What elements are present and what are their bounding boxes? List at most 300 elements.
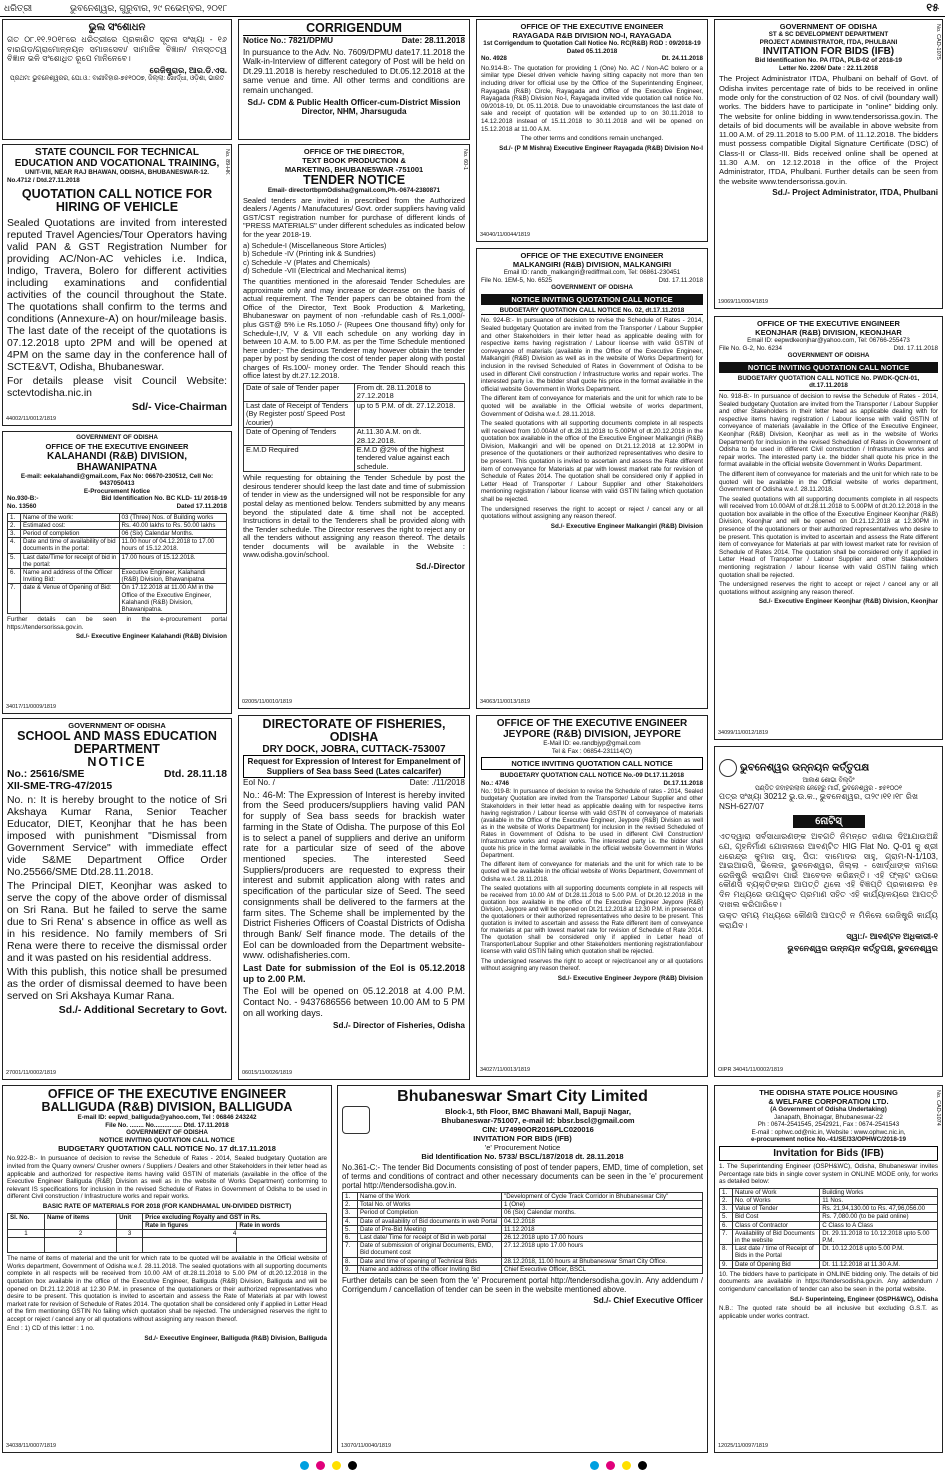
ad-email: Email- directortbpmOdisha@gmail.com,Ph.-0674-2380871 xyxy=(267,187,441,194)
table-cell: "Development of Cycle Track Corridor in Bhubaneswar City" xyxy=(502,1193,703,1201)
ad-note: N.B.: The quoted rate should be all inclusive but excluding G.S.T. as applicable under works contract. xyxy=(719,1305,938,1320)
ad-ref-code: 19069/11/0004/1819 xyxy=(718,299,769,306)
ad-ref-code: 34017/11/0009/1819 xyxy=(6,704,57,711)
table-row xyxy=(720,1221,938,1229)
table-cell: Chief Executive Officer, BSCL xyxy=(502,1265,703,1273)
table-cell: 03 (Three) Nos. of Building works xyxy=(119,513,226,521)
table-cell: No. of Works xyxy=(733,1196,820,1204)
ad-body: The Project Administrator ITDA, Phulbani on behalf of Govt. of Odisha invites percentage rate of bids to be received in online mode only for the construction of 02 Nos. of civil (boundary wall) works. The bidders have to participate in "online" bidding only. The website for online bidding in www.tendersorissa.gov.in. The details of bid documents will be available in above website from 11.00 A.M. of 29.11.2018 to 5.00 P.M. of 11.12.2018. The bidders must possess compatible Digital Signature Certificate (DSC) of Class-II or Class-III. Bids received online shall be opened at 11.30 A.M. on 12.12.2018 in the office of the Project Administrator, ITDA, Phulbani. Further details can be seen from the website www.tendersorissa.gov.in. xyxy=(719,74,938,186)
table-row xyxy=(720,1260,938,1268)
ad-body: No.: 46-M: The Expression of Interest is hereby invited from the Seed producers/suppliers having valid PAN for supply of Sea bass seeds for brackish water farming in the State of Odisha. The purpose of this EoI is to select a panel of suppliers and derive an uniform rate for a particular size of seed of the above mentioned species. The interested Seed Suppliers/producers are requested to express their interest and submit application along with rates and specification of the particular size of Seed. The seed consignments shall be delivered to the farmers at the farm sites. The Scheme shall be implemented by the District Fisheries Officers of Coastal Districts of Odisha through Bank/ Self finance mode. The details of the EoI can be downloaded from the Department website-www. odishafisheries.com. xyxy=(243,789,465,961)
table-cell: Dt. 10.12.2018 upto 5.00 P.M. xyxy=(820,1245,938,1260)
ad-body: No. 924-B:- In pursuance of decision to revise the Schedule of Rates - 2014, Sealed budgetary Quotation are invited from the Transporter / Labour Supplier and other Stakeholders in their letter head as applicable dealing with for respective items having registration / Labour license with valid GSTIN of conveyance of materials (available in the Office of the Executive Engineer, Malkangiri (R&B) Division as well as in the website of Works Department) for inclusion in the revised Scheduled of Rates in Government of Odisha to be used in different Civil construction / Infrastructure works and repair works. The interested party i.e. the bidder shall quote his price in the format available in the official website Government in Works Department. xyxy=(481,317,703,393)
schedule-list xyxy=(243,242,465,276)
ad-signature: Sd./- Executive Engineer Keonjhar (R&B) Division, Keonjhar xyxy=(758,598,938,606)
table-cell: Rs. 40.00 lakhs to Rs. 50.00 lakhs xyxy=(119,521,226,529)
table-cell: 1 xyxy=(8,1229,45,1237)
table-cell: 11.12.2018 xyxy=(502,1225,703,1233)
table-row xyxy=(720,1213,938,1221)
ad-ref-code: 34099/11/0012/1819 xyxy=(718,730,769,737)
ad-title-3: BHAWANIPATNA xyxy=(76,461,158,473)
ad-police-housing xyxy=(714,1085,943,1453)
table-cell: 06 (Six) Calendar months. xyxy=(502,1209,703,1217)
column-subheader: Rate in figures xyxy=(143,1221,237,1229)
paper-name: ଧରିତ୍ରୀ xyxy=(4,3,33,13)
ad-side-code: No. CAD-1075 xyxy=(935,24,941,60)
table-cell: 8. xyxy=(343,1257,358,1265)
bid-table xyxy=(342,1192,703,1274)
schedule-item: d) Schedule -VII (Electrical and Mechanical items) xyxy=(243,266,407,276)
bda-logo-icon xyxy=(719,759,737,777)
ad-title: OFFICE OF THE EXECUTIVE ENGINEER xyxy=(47,1087,287,1101)
table-row xyxy=(8,553,227,568)
ad-ref-code: 12025/11/0097/1819 xyxy=(718,1443,769,1450)
table-cell: Last date / time of Receipt of Bids in the Portal xyxy=(733,1245,820,1260)
ad-title: ଭୁବନେଶ୍ୱର ଉନ୍ନୟନ କର୍ତ୍ତୃପକ୍ଷ xyxy=(740,762,870,774)
ad-cin: CIN: U74990OR2016PLC020016 xyxy=(482,1124,594,1134)
table-cell: 3 xyxy=(117,1229,143,1237)
table-cell: 4. xyxy=(343,1217,358,1225)
letter-no: ପତ୍ର ସଂଖ୍ୟା 30212 ଭୁ.ଉ.କ., ଭୁବନେଶ୍ୱର, ତା୨୯।୧୧।୧୮ ରିଖ xyxy=(719,792,919,802)
ad-signature: Sd./- Project Administrator, ITDA, Phulbani xyxy=(772,187,938,197)
table-cell: Estimated cost: xyxy=(21,521,120,529)
ad-title-2: TEXT BOOK PRODUCTION & xyxy=(302,156,406,165)
ad-body-4: The undersigned reserves the right to accept or reject / cancel any or all quotations without assigning any reason thereof. xyxy=(481,505,703,521)
ad-sme-notice xyxy=(2,718,232,1080)
ad-ref-code: 13070/11/0040/1819 xyxy=(341,1443,392,1450)
ad-signature: Sd./- Executive Engineer Jeypore (R&B) Division xyxy=(557,974,703,982)
eoi-number: EoI No. / xyxy=(243,778,275,788)
ad-heading: Request for Expression of Interest for Empanelment of Suppliers of Sea bass Seed (Lates calcarifer) xyxy=(243,755,465,778)
bid-id: Bid Identification No. PA ITDA, PLB-02 of 2018-19 xyxy=(755,57,902,65)
table-cell: 1. xyxy=(8,513,21,521)
file-number: XII-SME-TRG-47/2015 xyxy=(7,781,113,792)
ad-eproc: E-Procurement Notice xyxy=(83,487,151,495)
table-row xyxy=(244,445,465,471)
file-number: File No. 1EM-5, No. 6525 xyxy=(481,276,553,284)
ad-body: ଏତଦ୍ୱାରା ସର୍ବସାଧାରଣଙ୍କ ଅବଗତି ନିମନ୍ତେ ଜଣାଇ ଦିଆଯାଉଅଛି ଯେ, ଗୃହନିର୍ମାଣ ଯୋଜନାରେ ଆବଣ୍ଟିତ HIG Flat No. Q-01 କୁ ଶ୍ରୀ ଧରେନ୍ଦ୍ର କୁମାର ସାହୁ, ପିତା: ଦାମୋଦର ସାହୁ, ଗ୍ରାମ-N-1/103, ଆଇଆରସି, ଭିଲେଜ, ଭୁବନେଶ୍ୱର, ଜିଲ୍ଲା - ଖୋର୍ଦ୍ଧାଙ୍କ ନାମରେ ରେଜିଷ୍ଟ୍ରି କରାଯିବା ପାଇଁ ଆବେଦନ କରିଛନ୍ତି। ଏହି ଫ୍ଲାଟ ଉପରେ କୌଣସି ବ୍ୟକ୍ତିଙ୍କର ଆପତ୍ତି ଥିଲେ ଏହି ବିଜ୍ଞପ୍ତି ପ୍ରକାଶନର ୧୫ ଦିନ ମଧ୍ୟରେ ଉପଯୁକ୍ତ ପ୍ରମାଣ ସହିତ ଏହି କାର୍ଯ୍ୟାଳୟରେ ଆପତ୍ତି ଦାଖଲ କରିପାରିବେ। xyxy=(719,832,938,909)
ad-signature: Sd./- Additional Secretary to Govt. xyxy=(58,1005,227,1016)
ad-body-2: The different item of conveyance for materials and the unit for which rate to be quoted will be available in the Official website of works department, Government of Odisha w.e.f. 28.11.2018. xyxy=(481,395,703,418)
bscl-logo-icon xyxy=(342,1106,370,1134)
table-row xyxy=(343,1265,703,1273)
notice-number: No.: 4746 xyxy=(481,779,509,787)
ad-title: OFFICE OF THE DIRECTOR, xyxy=(303,147,405,156)
notice-number: No.4712 / Dtd.27.11.2018 xyxy=(7,176,80,184)
table-row xyxy=(343,1225,703,1233)
column-header: Unit xyxy=(117,1213,143,1229)
ad-dept: SCHOOL AND MASS EDUCATION DEPARTMENT xyxy=(17,729,217,756)
table-row xyxy=(343,1242,703,1257)
ad-address-2: Bhubaneswar-751007, e-mail Id: bbsr.bscl@gmail.com xyxy=(441,1115,635,1125)
page-number: ୧୫ xyxy=(926,2,939,14)
table-cell: Date and time of availability of bid documents in the portal: xyxy=(21,538,120,553)
table-cell: Dt. 29.11.2018 to 10.12.2018 upto 5.00 P.M. xyxy=(820,1229,938,1244)
table-row xyxy=(8,513,227,521)
ad-reference: 1st Corrigendum to Quotation Call Notice No. RC(R&B) RGD : 09/2018-19 Dated 05.11.2018 xyxy=(483,40,701,55)
ad-heading: Invitation for Bids (IFB) xyxy=(719,1146,938,1161)
ad-body: Further details can be seen in the e-procurement portal https://tendersorissa.gov.in. xyxy=(7,616,227,631)
table-row xyxy=(343,1193,703,1201)
ad-gov: GOVERNMENT OF ODISHA xyxy=(787,352,870,360)
cyan-swatch xyxy=(300,1461,309,1470)
table-cell: up to 5 P.M. of dt. 27.12.2018. xyxy=(354,401,464,427)
schedule-table xyxy=(243,383,465,472)
ad-ref-code: 44002/11/0012/1819 xyxy=(6,416,57,423)
table-cell: Last date of Receipt of Tenders (By Register post/ Speed Post /courier) xyxy=(244,401,355,427)
notice-date: Dated 17.11.2018 xyxy=(176,502,227,510)
ad-title-2: MALKANGIRI (R&B) DIVISION, MALKANGIRI xyxy=(512,260,672,269)
ad-address: UNIT-VIII, NEAR RAJ BHAWAN, ODISHA, BHUBANESWAR-12. xyxy=(24,169,210,176)
ad-heading: ନୋଟିସ୍ xyxy=(793,815,865,828)
ad-title-2: & WELFARE CORPORATION LTD. xyxy=(768,1097,889,1106)
table-cell: Period of Completion xyxy=(358,1209,502,1217)
ad-heading: TENDER NOTICE xyxy=(302,173,406,187)
table-cell: 8. xyxy=(720,1245,733,1260)
ad-address: Janapath, Bhoinagar, Bhubaneswar-22 xyxy=(774,1113,883,1121)
ad-title: OFFICE OF THE EXECUTIVE ENGINEER xyxy=(757,319,900,328)
table-cell: Dt. 11.12.2018 at 11.30 A.M. xyxy=(820,1260,938,1268)
ad-title-2: BALLIGUDA (R&B) DIVISION, BALLIGUDA xyxy=(41,1100,293,1114)
ad-bda-notice xyxy=(714,746,943,1077)
ad-gov: GOVERNMENT OF ODISHA xyxy=(126,1129,208,1137)
cyan-swatch xyxy=(590,1461,599,1470)
table-cell: 06 (Six) Calendar Months. xyxy=(119,529,226,537)
ref-number: No. 13560 xyxy=(7,502,37,510)
ad-side-code: No. 60-1 xyxy=(462,149,468,171)
ad-title-2: KEONJHAR (R&B) DIVISION, KEONJHAR xyxy=(755,328,902,337)
table-cell: Name of the work: xyxy=(21,513,120,521)
yellow-swatch xyxy=(332,1461,341,1470)
ad-title: CORRIGENDUM xyxy=(243,22,465,36)
ad-body-4: The undersigned reserves the right to accept or reject/cancel any or all quotations without assigning any reason thereof. xyxy=(481,958,703,972)
table-cell: 7. xyxy=(343,1242,358,1257)
magenta-swatch xyxy=(316,1461,325,1470)
table-cell: 4. xyxy=(8,538,21,553)
ad-body-3: The sealed quotations with all supporting documents complete in all respects will received from 10.00AM of dt.28.11.2018 to 5.00PM of dt.20.12.2018 in the quotation box available in the office of the Executive Engineer Malkangiri (R&B) Division, Malkangiri and will be opened on Dt.21.12.2018 at 12.30PM in presence of the quotationers or their authorized representatives who desire to be present. This quotation is invited to ascertain and assess the Rate different item of conveyance for Materials at par with lowest market rate for revision of Schedule of Rates 2014. The quotation shall be considered only if applied in Letter Head of Transporter / Labour Supplier and other Stakeholders mentioning registration / labour license with valid GSTIN failing which quotation shall be rejected. xyxy=(481,420,703,504)
table-cell: Building Works xyxy=(820,1188,938,1196)
ad-title: GOVERNMENT OF ODISHA xyxy=(779,22,878,31)
ad-body-2: The different item of conveyance for materials and the unit for which rate to be quoted will be available in the official website of Works Department, Government of Odisha w.e.f. 28.11.2018. xyxy=(481,862,703,883)
ad-address: DRY DOCK, JOBRA, CUTTACK-753007 xyxy=(262,744,446,755)
magenta-swatch xyxy=(606,1461,615,1470)
ad-heading: QUOTATION CALL NOTICE FOR HIRING OF VEHICLE xyxy=(21,187,213,215)
ad-malkangiri xyxy=(476,248,708,709)
table-row xyxy=(8,1229,327,1237)
ad-heading: NOTICE INVITING QUOTATION CALL NOTICE xyxy=(481,757,703,770)
table-cell: 28.12.2018, 11.00 hours at Bhubaneswar Smart City Office. xyxy=(502,1257,703,1265)
schedule-item: c) Schedule -V (Plates and Chemicals) xyxy=(243,257,370,267)
column-header: Price excluding Royalty and GST in Rs. xyxy=(143,1213,327,1221)
ad-title: ଭୁଲ ସଂଶୋଧନ xyxy=(88,22,146,33)
table-row xyxy=(343,1209,703,1217)
ad-heading: INVITATION FOR BIDS (IFB) xyxy=(762,46,895,58)
table-cell: Total No. of Works xyxy=(358,1201,502,1209)
table-cell: 27.12.2018 upto 17.00 hours xyxy=(502,1242,703,1257)
table-cell: 2. xyxy=(343,1201,358,1209)
table-cell: 2. xyxy=(720,1196,733,1204)
table-title: BASIC RATE OF MATERIALS FOR 2018 (FOR KANDHAMAL UN-DIVIDED DISTRICT) xyxy=(42,1202,292,1210)
ad-signature: Sd./- Superinteing, Engineer (OSPH&WC), Odisha xyxy=(790,1295,938,1303)
ad-title: OFFICE OF THE EXECUTIVE ENGINEER xyxy=(45,441,189,451)
table-cell: Date of Pre-Bid Meeting xyxy=(358,1225,502,1233)
ad-signature: Sd./- Executive Engineer Malkangiri (R&B) Division xyxy=(550,522,703,530)
ad-title: STATE COUNCIL FOR TECHNICAL xyxy=(35,147,199,158)
table-cell: 3. xyxy=(720,1205,733,1213)
ad-body-2: The quantities mentioned in the aforesaid Tender Schedules are approximate only and may increase or decrease on the basis of actual requirement. The Tender papers can be obtained from the Office of the Director, Text Book Production & Marketing, Bhubaneswar on payment of non -refundable cash of Rs.1,000/-plus GST@ 5% i.e Rs.1050 /- (Rupees One thousand fifty) only for Schedule-I,IV, V & VII each schedule on any working day in between 10 A.M. to 5.00 P.M. as per the Time Schedule mentioned here under;- The desirous Tenderer may however obtain the tender paper by post by sending the cost of tender paper along with postal charges of Rs.100/- money order. The Tender Should reach this office latest by dt.27.12.2018. xyxy=(243,276,465,381)
table-cell: 2 xyxy=(45,1229,117,1237)
ad-body-2: Further details can be seen from the 'e' Procurement portal http://tendersodisha.gov.in. Any addendum / Corrigendum / cancellation of tender can be seen in the website mentioned above. xyxy=(342,1276,703,1295)
table-cell: Name and address of the officer Inviting Bid xyxy=(358,1265,502,1273)
notice-number: No. 4928 xyxy=(481,55,507,63)
ad-body-3: The sealed quotations with all supporting documents complete in all respects will received from 10.00AM of dt.28.11.2018 to 5.00PM of dt.20.12.2018 in the quotation box available in the office of the Executive Engineer Keonjhar (R&B) Division, Keonjhar and will be opened on Dt.21.12.2018 at 12.30PM in presence of the quotationers or their authorized representatives who desire to be present. This quotation is invited to ascertain and assess the Rate different item of conveyance for Materials at par with lowest market rate for revision of Schedule of Rates 2014. The quotation shall be considered only if applied in Letter Head of Transporter / Labour Supplier and other Stakeholders mentioning registration / labour license with valid GSTIN failing which quotation shall be rejected. xyxy=(719,495,938,579)
ad-deadline: Last Date for submission of the EoI is 05.12.2018 up to 2.00 P.M. xyxy=(243,963,465,984)
ad-address: Block-1, 5th Floor, BMC Bhawani Mall, Bapuji Nagar, xyxy=(445,1106,631,1116)
table-row xyxy=(8,584,227,614)
ad-signature: Sd/- Vice-Chairman xyxy=(131,402,227,414)
ad-title-2: JEYPORE (R&B) DIVISION, JEYPORE xyxy=(503,729,681,740)
table-row xyxy=(8,1238,327,1253)
ad-keonjhar xyxy=(714,316,943,740)
ad-gov: GOVERNMENT OF ODISHA xyxy=(76,434,158,441)
ad-heading: NOTICE INVITING QUOTATION CALL NOTICE xyxy=(99,1136,235,1144)
ad-signature: Sd./- Chief Executive Officer xyxy=(593,1296,703,1306)
notice-number: Notice No.: 7821/DPMU xyxy=(243,36,334,45)
table-row xyxy=(244,401,465,427)
table-cell: Executive Engineer, Kalahandi (R&B) Division, Bhawanipatna xyxy=(119,568,226,583)
table-row xyxy=(343,1217,703,1225)
ad-side-code: No. CAD-1074 xyxy=(935,1090,941,1126)
ad-signature: Sd./-Director xyxy=(415,562,465,572)
ad-body-2: The different item of conveyance for materials and the unit for which rate to be quoted will be available in the Official website of works department, Government of Odisha w.e.f. 28.11.2018. xyxy=(719,470,938,494)
print-color-bar xyxy=(0,1458,945,1472)
table-cell: Date of availability of Bid documents in web Portal xyxy=(358,1217,502,1225)
notice-date: Date: ./11/2018 xyxy=(409,778,465,788)
ad-email: Email ID: eepwdkeonjhar@yahoo.com, Tel: 06766-255473 xyxy=(747,337,910,344)
ad-body-2: The Principal DIET, Keonjhar was asked to serve the copy of the above order of dismissal on Sri Rana. But he failed to serve the same due to Sri Rena' s absence in office as well as in his residence. No family members of Sri Rena were there to receive the dismissal order and it was pasted on his residential address. xyxy=(7,881,227,964)
ad-body: Sealed tenders are invited in prescribed from the Authorized dealers / Agents / Manufacutures/ Govt. order suppliers having valid GST/CST registration number for purchase of different kinds of "PRESS MATERIALS" under different schedules as indicated below for the year 2018-19. xyxy=(243,195,465,239)
ad-title: DIRECTORATE OF FISHERIES, ODISHA xyxy=(262,717,446,744)
ad-email: E-mail: eekalahandi@gmail.com, Fax No: 06670-230512, Cell No: 9437050413 xyxy=(20,472,214,488)
ad-gov: GOVERNMENT OF ODISHA xyxy=(551,284,633,292)
table-cell: Date and time of opening of Technical Bids xyxy=(358,1257,502,1265)
ad-title: OFFICE OF THE EXECUTIVE ENGINEER xyxy=(520,251,664,260)
file-number: File No. G-2, No. 6234 xyxy=(719,344,782,352)
ad-ref-code: OIPR 34041/11/0002/1819 xyxy=(718,1067,784,1074)
ad-email: E-mail ID: eepwd_balliguda@yahoo.com, Tel : 06846 243242 xyxy=(77,1114,257,1121)
ad-phone: Ph : 0674-2541545, 2542921, Fax : 0674-2541543 xyxy=(757,1121,900,1129)
ad-body: No.361-C:- The tender Bid Documents consisting of post of tender papers, EMD, time of completion, set of terms and conditions of contract and other necessary documents can be seen in the 'e' procurement portal http://tendersodisha.gov.in. xyxy=(342,1163,703,1190)
ad-kalahandi xyxy=(2,431,232,714)
ad-corrigendum xyxy=(238,19,470,140)
table-cell: 4 xyxy=(143,1229,327,1237)
table-cell: Last date/ Time for receipt of Bid in web portal xyxy=(358,1234,502,1242)
ad-scte-vt xyxy=(2,144,232,426)
table-cell: 04.12.2018 xyxy=(502,1217,703,1225)
ad-body-3: The sealed quotations with all supporting documents complete in all respects will be received from 10.00 AM of Dt.28.11.2018 to 5.00 P.M. of Dt.20.12.2018 in the quotation box available in the office of the Executive Engineer Jeypore (R&B) Division, Jeypore and will be opened on Dt.21.12.2018 at 12.30 P.M. in presence of the quotationers or their authorized representatives who desire to be present. This quotation is invited to ascertain and assess the Rate different item of conveyance for materials at par with lowest market rate for revision of Schedule of Rate 2014. The quotation shall be considered only if applied in Letter head of Transporter/Labour Supplier and other Stakeholders mentioning registration/labour license with valid GSTIN failing which quotation shall be rejected. xyxy=(481,885,703,956)
ad-dept: ST & SC DEVELOPMENT DEPARTMENT xyxy=(768,31,889,38)
ad-itda-phulbani xyxy=(714,19,943,309)
table-row xyxy=(720,1229,938,1244)
ad-enclosure: Encl : 1) CD of this letter : 1 no. xyxy=(7,1325,95,1333)
table-row xyxy=(8,538,227,553)
table-cell: 6. xyxy=(343,1234,358,1242)
letter-no: Letter No. 2206/ Date : 22.11.2018 xyxy=(778,64,879,72)
table-row xyxy=(343,1234,703,1242)
black-swatch xyxy=(348,1461,357,1470)
table-cell: Date of Opening of Tenders xyxy=(244,428,355,446)
ad-body-3: With this publish, this notice shall be presumed as the order of dismissal deemed to have been served on Sri Akshaya Kumar Rana. xyxy=(7,967,227,1002)
bid-id: Bid Identification No. 5733/ BSCL/187/2018 dt. 28.11.2018 xyxy=(421,1152,624,1161)
table-row xyxy=(720,1196,938,1204)
ad-email: Email ID: randb_malkangiri@rediffmail.com, Tel: 06861-230451 xyxy=(503,269,681,276)
ad-title: OFFICE OF THE EXECUTIVE ENGINEER xyxy=(520,22,664,31)
table-cell: E.M.D @2% of the highest tendered value against each schedule. xyxy=(354,445,464,471)
ad-body-3: The EoI will be opened on 05.12.2018 at 4.00 P.M. Contact No. - 9437686556 between 10.00 AM to 5 PM on all working days. xyxy=(243,986,465,1018)
notice-date: Dt.17.11.2018 xyxy=(663,779,703,787)
ad-body: In pursuance to the Adv. No. 7609/DPMU date17.11.2018 the Walk-in-Interview of different category of Post will be held on Dt.29.11.2018 is hereby rescheduled to Dt.05.12.2018 at the same venue and time. All other terms and conditions are remain unchanged. xyxy=(243,47,465,95)
table-cell: Last date/Time for receipt of bid in the portal: xyxy=(21,553,120,568)
table-cell: C Class to A Class xyxy=(820,1221,938,1229)
ad-body: No.922-B:- In pursuance of decision to revise the Schedule of Rates - 2014, Sealed budgetary Quotation are invited from the Quarry owners/ Crusher owners / Suppliers / Dealers and other Stakeholders in their letter head as applicable and authorized for respective items having valid GSTIN of materials (available in the office of the Executive Engineer Balliguda (R&B) Division as well as in the website of Works Department) conforming to relevant IS specifications for inclusion in the revised Schedule of Rates in Government of Odisha to be used in different Civil construction / Infrastructure works and repair works. xyxy=(7,1155,327,1201)
table-row xyxy=(8,568,227,583)
ad-ref-code: 34063/11/0013/1819 xyxy=(480,699,531,706)
ad-fisheries xyxy=(238,715,470,1080)
table-row xyxy=(720,1205,938,1213)
table-cell: From dt. 28.11.2018 to 27.12.2018 xyxy=(354,384,464,402)
ad-bscl xyxy=(337,1085,708,1453)
ad-side-code: No. 89-HK xyxy=(224,149,230,175)
table-cell: 9. xyxy=(343,1265,358,1273)
ad-body: No.: 919-B: In pursuance of decision to revise the Schedule of rates - 2014, Sealed budgetary Quotation are invited from the Transporter/ Labour Supplier and other Stakeholders in their letter head as applicable dealing with for respective items having registration / Labour license with valid GSTIN of conveyance of materials (available in the Office of the Executive Engineer, Jeypore (R&B) Division as well as in the website of Works Department) for inclusion in the revised Scheduled of Rates in Government of Odisha to be used in different Civil Construction/ Infrastructure works and repair works. The interested party i.e. the bidder shall quote his price in the format available in the official website Government in Works Department. xyxy=(481,789,703,860)
notice-date: Date: 28.11.2018 xyxy=(401,36,465,45)
ad-subheading: BUDGETARY QUOTATION CALL NOTICE No. PWDK-QCN-01, dt.17.11.2018 xyxy=(719,375,938,391)
ad-ref-code: 34038/11/0007/1819 xyxy=(6,1443,57,1450)
table-row xyxy=(244,384,465,402)
ad-body: ଗତ ୦୮.୧୧.୨୦୧୮ରେ ଧରିତ୍ରୀରେ ପ୍ରକାଶିତ ସୂଚନା ସଂଖ୍ୟା - ୧୬ ବାରଗଡ଼/ଗ୍ରାମୋନ୍ନୟନ ସମାଜସେବା/ ସାମାଜିକ ବିଜ୍ଞାନ/ ମନସ୍ତତ୍ୱ ବିଜ୍ଞାନ ଭଳି ସଂଶୋଧିତ ରୂପେ ମାନିନେବେ। xyxy=(7,35,227,64)
ad-body-2: ଉକ୍ତ ସମୟ ମଧ୍ୟରେ କୌଣସି ଆପତ୍ତି ନ ମିଳିଲେ ରେଜିଷ୍ଟ୍ରି କାର୍ଯ୍ୟ କରାଯିବ। xyxy=(719,911,938,930)
ad-ref-code: 02005/11/0010/1819 xyxy=(242,699,293,706)
ad-heading: NOTICE xyxy=(87,755,147,769)
ad-body: Sealed Quotations are invited from interested reputed Travel Agencies/Tour Operators having valid PAN & GST Registration Number for providing AC/Non-AC vehicles i.e. Indica, Indigo, Travera, Bolero for different activities including examinations and confidential activities of the council throughout the State. The quotations shall confirm to the terms and conditions (Annexure-A) on hour/mileage basis. The last date of the receipt of the quotations is 07.12.2018 upto 2PM and will be opened at 4PM on the same day in the conference hall of SCTE&VT, Odisha, Bhubaneswar. xyxy=(7,218,227,374)
ad-subheading: BUDGETARY QUOTATION CALL NOTICE No. 17 dt.17.11.2018 xyxy=(58,1144,276,1154)
ad-eproc: 'e' Procurement Notice xyxy=(484,1143,561,1152)
ad-body-2: The name of items of material and the unit for which rate to be quoted will be available in the Official website of Works department, Government of Odisha w.e.f. 28.11.2018. The sealed quotations with all supporting documents complete in all respects will be received from 10.00 AM of dt.28.11.2018 to 5.00 PM of dt.20.12.2018 in the quotation box available in the office of the Executive Engineer, Balliguda (R&B) Division, Balliguda and will be opened on Dt.21.12.2018 at 12.30 P.M. in presence of the quotationers or their authorized representatives who desire to be present. This quotation is invited to ascertain and assess the Rate of Materials at par with lowest market rate for revision of Schedule of Rates 2014. The quotation shall be considered only if applied in Letter Head of the firm mentioning GSTIN No failing which quotation shall be rejected. The undersigned reserves the right to accept or reject / cancel any or all quotations without assigning any reason thereof. xyxy=(7,1255,327,1323)
ad-signature: Sd./- Executive Engineer Kalahandi (R&B) Division xyxy=(75,633,227,641)
ad-title: THE ODISHA STATE POLICE HOUSING xyxy=(759,1088,898,1097)
ad-heading: NOTICE INVITING QUOTATION CALL NOTICE xyxy=(719,362,938,373)
ad-building: ଆକାଶ ଶୋଭା ବିଲ୍ଡିଂ xyxy=(802,777,855,784)
table-cell: 7. xyxy=(720,1229,733,1244)
table-cell: Date of sale of Tender paper xyxy=(244,384,355,402)
yellow-swatch xyxy=(622,1461,631,1470)
ad-signature-office: ଭୁବନେଶ୍ୱର ଉନ୍ନୟନ କର୍ତ୍ତୃପକ୍ଷ, ଭୁବନେଶ୍ୱର xyxy=(787,943,938,953)
schedule-item: b) Schedule -IV (Printing ink & Sundries) xyxy=(243,249,376,259)
table-row xyxy=(8,521,227,529)
ad-body-4: The undersigned reserves the right to accept or reject / cancel any or all quotations without assigning any reason thereof. xyxy=(719,581,938,596)
table-row xyxy=(343,1257,703,1265)
table-cell: date & Venue of Opening of Bid: xyxy=(21,584,120,614)
table-cell: 6. xyxy=(720,1221,733,1229)
table-row xyxy=(8,529,227,537)
rate-table xyxy=(7,1213,327,1254)
table-cell: Value of Tender xyxy=(733,1205,820,1213)
table-row xyxy=(720,1188,938,1196)
ad-ref-code: 34027/11/0013/1819 xyxy=(480,1067,531,1074)
table-cell: At.11.30 A.M. on dt. 28.12.2018. xyxy=(354,428,464,446)
issue-date: ଭୁବନେଶ୍ୱର, ଗୁରୁବାର, ୨୯ ନଭେମ୍ବର, ୨୦୧୮ xyxy=(70,3,228,13)
ad-jeypore xyxy=(476,715,708,1077)
table-cell: 11.00 hour of 04.12.2018 to 17.00 hours of 15.12.2018. xyxy=(119,538,226,553)
ad-rayagada xyxy=(476,19,708,242)
table-row xyxy=(343,1201,703,1209)
schedule-item: a) Schedule-I (Miscellaneous Store Articles) xyxy=(243,240,387,250)
ad-ref-code: 06015/11/0026/1819 xyxy=(242,1070,293,1077)
table-cell: Class of Contractor xyxy=(733,1221,820,1229)
ad-body: No. 918-B:- In pursuance of decision to revise the Schedule of Rates - 2014, Sealed budgetary Quotation are invited from the Transporter / Labour Supplier and other Stakeholders in their letter head as applicable dealing with for respective items having registration / Labour license with valid GSTIN of conveyance of materials (available in the Office of the Executive Engineer, Keonjhar (R&B) Division, Keonjhar as well as in the website of Works Department) for inclusion in the revised Scheduled of Rates in Government of Odisha to be used in different Civil construction / Infrastructure works and repair works. The interested party i.e. the bidder shall quote his price in the format available in the official website Government in Works Department. xyxy=(719,392,938,469)
ad-heading: NOTICE INVITING QUOTATION CALL NOTICE xyxy=(481,294,703,305)
bid-table xyxy=(719,1188,938,1269)
table-row xyxy=(244,428,465,446)
table-cell: Availability of Bid Documents in the website xyxy=(733,1229,820,1244)
table-cell: 2. xyxy=(8,521,21,529)
ad-title: GOVERNMENT OF ODISHA xyxy=(68,721,166,730)
table-cell: Name of the Work xyxy=(358,1193,502,1201)
ad-signature: ସ୍ୱା:/- ଆବଣ୍ଟନ ଅଧିକାରୀ-୧ xyxy=(846,932,938,942)
column-subheader: Rate in words xyxy=(237,1221,327,1229)
ad-body: No. n: It is hereby brought to the notice of Sri Akshaya Kumar Rana, Senior Teacher Educator, DIET, Keonjhar that he has been imposed with punishment "Dismissal from Government Service" with immediate effect vide S&ME Department Office Order No.25566/SME Dtd.28.11.2018. xyxy=(7,795,227,878)
notice-date: Dtd. 17.11.2018 xyxy=(893,344,938,352)
table-cell: 1. xyxy=(720,1188,733,1196)
table-cell: Date of submission of original Documents, EMD, Bid document cost xyxy=(358,1242,502,1257)
column-header: Name of items xyxy=(45,1213,117,1229)
table-cell: Name and address of the Officer Inviting Bid: xyxy=(21,568,120,583)
notice-number: No.930-B:- xyxy=(7,495,39,503)
notice-date: Dtd. 17.11.2018 xyxy=(658,276,703,284)
notice-number: No.: 25616/SME xyxy=(7,769,85,780)
ad-body-2: The other terms and conditions remain unchanged. xyxy=(520,135,664,143)
ad-title-3: MARKETING, BHUBANE5WAR -751001 xyxy=(284,165,424,174)
table-cell: 3. xyxy=(343,1209,358,1217)
ad-ref-code: 34040/11/0044/1819 xyxy=(480,232,531,239)
proc-number: e-procurement notice No.-41/SE/33/OPHWC/2018-19 xyxy=(750,1136,907,1144)
notice-date: Dt. 24.11.2018 xyxy=(661,55,703,63)
table-cell: Rs. 21,94,130.00 to Rs. 47,96,056.00 xyxy=(820,1205,938,1213)
ad-signature: Sd./- Executive Engineer, Balliguda (R&B) Division, Balliguda xyxy=(144,1335,327,1343)
table-cell: Period of completion xyxy=(21,529,120,537)
page-header xyxy=(0,0,945,17)
black-swatch xyxy=(638,1461,647,1470)
table-cell: Rs. 7,080.00 (to be paid online) xyxy=(820,1213,938,1221)
ad-ref-code: 27001/11/0002/1819 xyxy=(6,1070,57,1077)
ad-body-3: While requesting for obtaining the Tender Schedule by post the desirous tenderer should keep the last date and time of submission of tender in view as the undersigned will not be responsible for any postal delay as mentioned below. Tenders submitted by any means beyond the stipulated date & time shall not be accepted. Instructions in detail to the Tenderers shall be provided along with the Tender schedule. The Director reserves the right to reject any or all the tenders without assigning any reason thereof. The details tender documents will be available in the Website : www.odisha.gov.in/school. xyxy=(243,473,465,560)
table-cell: 11 Nos. xyxy=(820,1196,938,1204)
ad-subheading: BUDGETARY QUOTATION CALL NOTICE No. 02, dt.17.11.2018 xyxy=(481,307,703,316)
ad-email: E-Mail ID: ee.randbjyp@gmail.com xyxy=(543,740,641,747)
column-header: Sl. No. xyxy=(8,1213,45,1229)
table-cell: 26.12.2018 upto 17.00 hours xyxy=(502,1234,703,1242)
table-cell: E.M.D Required xyxy=(244,445,355,471)
ad-signature: ରେଜିଷ୍ଟ୍ରାର, ଆର.ଡି.ଏସ. xyxy=(149,65,227,75)
notice-date: Dtd. 28.11.18 xyxy=(164,769,227,780)
ad-address: ପ୍ରଥମ: ଭୁବନେଶ୍ୱରର, ଘୋ.ଓ.: ବାଣୀବିହାର-୭୫୧୦୦୭, ଜିଲ୍ଲା: ଖୋର୍ଦ୍ଧା, ଓଡ଼ିଶା, ଭାରତ xyxy=(9,75,225,83)
ad-phone: Tel & Fax : 06854-231114(O) xyxy=(551,747,633,755)
ad-signature: Sd./- CDM & Public Health Officer-cum-District Mission Director, NHM, Jharsuguda xyxy=(247,97,461,117)
ad-body: No.914-B:- The quotation for providing 1 (One) No. AC / Non-AC bolero or a similar type Diesel driven vehicle having sitting capacity not more than ten including driver for official use by the Office of the Superintending Engineer, Rayagada (R&B) Circle, Rayagada and Office of the Executive Engineer, Rayagada (R&B) Division No-I, Rayagada invited vide quotation call notice No. 09/2018-19, Dt. 05.11.2018. Due to unavoidable circumstances the last date of sale and receipt of quotation will be extended up to on 30.11.2018 to 14.12.2018 instead of 15.11.2018 to 30.11.2018 and will be opened on 15.12.2018 at 11.00 A.M. xyxy=(481,64,703,133)
ad-email: E-mail : ophwc.od@nic.in, Website : www.ophwc.nic.in, xyxy=(751,1128,906,1136)
ad-body-2: For details please visit Council Website: sctevtodisha.nic.in xyxy=(7,376,227,400)
file-number: File No. ........ No................ Dtd. 17.11.2018 xyxy=(105,1121,229,1129)
